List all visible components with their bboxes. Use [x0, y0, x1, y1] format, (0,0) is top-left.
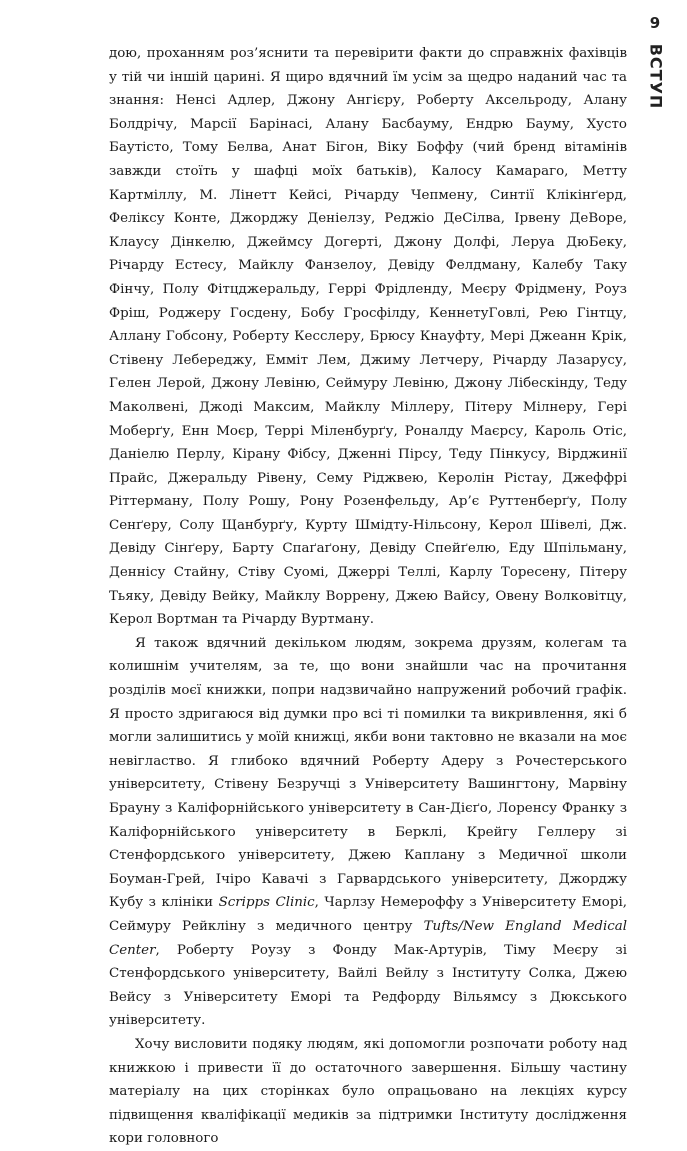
paragraph-acknowledgements-support	[109, 1033, 627, 1151]
italic-text-segment: Tufts/New England Medical Center	[109, 918, 627, 958]
text-segment: дою, проханням роз’яснити та перевірити факти до справжніх фахівців у тій чи іншій царині. Я щиро вдячний їм усім за щедро наданий час та знання: Ненсі Адлер, Джону Ангієру, Роберту Аксельроду, Алану Болдрічу, Марсії Барінасі, Алану Басбауму, Ендрю Бауму, Хусто Баутісто, Тому Белва, Анат Бігон, Віку Боффу (чий бренд вітамінів завжди стоїть у шафці моїх батьків), Калосу Камараго, Метту Картміллу, М. Лінетт Кейсі, Річарду Чепмену, Синтії Клікінґерд, Феліксу Конте, Джорджу Деніелзу, Реджіо ДеСілва, Ірвену ДеВоре, Клаусу Дінкелю, Джеймсу Догерті, Джону Долфі, Леруа ДюБеку, Річарду Естесу, Майклу Фанзелоу, Девіду Фелдману, Калебу Таку Фінчу, Полу Фітцджеральду, Геррі Фрідленду, Меєру Фрідмену, Роуз Фріш, Роджеру Госдену, Бобу Гросфілду, КеннетуГовлі, Рею Гінтцу, Аллану Гобсону, Роберту Кесслеру, Брюсу Кнауфту, Мері Джеанн Крік, Стівену Лебереджу, Емміт Лем, Джиму Летчеру, Річарду Лазарусу, Гелен Лерой, Джону Левіню, Сеймуру Левіню, Джону Лібескінду, Теду Маколвені, Джоді Максим, Майклу Міллеру, Пітеру Мілнеру, Гері Моберґу, Енн Моєр, Террі Міленбурґу, Роналду Маєрсу, Кароль Отіс, Даніелю Перлу, Кірану Фібсу, Дженні Пірсу, Теду Пінкусу, Вірджинії Прайс, Джеральду Рівену, Сему Ріджвею, Керолін Рістау, Джеффрі Ріттерману, Полу Рошу, Рону Розенфельду, Ар’є Руттенберґу, Полу Сенґеру, Солу Щанбурґу, Курту Шмідту-Нільсону, Керол Шівелі, Дж. Девіду Сінґеру, Барту Спаґаґону, Девіду Спейґелю, Еду Шпільману, Деннісу Стайну, Стіву Суомі, Джеррі Теллі, Карлу Торесену, Пітеру Тьяку, Девіду Вейку, Майклу Воррену, Джею Вайсу, Овену Волковітцу, Керол Вортман та Річарду Вуртману.	[109, 46, 627, 628]
italic-text-segment: Scripps Clinic	[218, 895, 315, 911]
page-number: 9	[649, 14, 661, 32]
section-label-text: ВСТУП	[646, 43, 666, 109]
text-segment: Я також вдячний декільком людям, зокрема друзям, колегам та колишнім учителям, за те, що вони знайшли час на прочитання розділів моєї книжки, попри надзвичайно напружений робочий графік. Я просто здригаюся від думки про всі ті помилки та викривлення, які б могли залишитись у моїй книжці, якби вони тактовно не вказали на моє невігластво. Я глибоко вдячний Роберту Адеру з Рочестерського університету, Стівену Безручці з Університету Вашингтону, Марвіну Брауну з Каліфорнійського університету в Сан-Дієґо, Лоренсу Франку з Каліфорнійського університету в Берклі, Крейгу Геллеру зі Стенфордського університету, Джею Каплану з Медичної школи Боуман-Грей, Ічіро Кавачі з Гарвардського університету, Джорджу Кубу з клініки	[109, 635, 627, 911]
section-label	[645, 43, 667, 109]
text-segment: , Роберту Роузу з Фонду Мак-Артурів, Тіму Меєру зі Стенфордського університету, Вайлі Вейлу з Інституту Солка, Джею Вейсу з Університету Еморі та Редфорду Вільямсу з Дюкського університету.	[109, 942, 627, 1029]
paragraph-acknowledgements-experts	[109, 42, 627, 632]
body-text	[109, 42, 627, 1151]
text-segment: , Чарлзу Немероффу з Університету Еморі, Сеймуру Рейкліну з медичного центру	[109, 895, 627, 934]
paragraph-acknowledgements-reviewers	[109, 632, 627, 1033]
text-segment: Хочу висловити подяку людям, які допомогли розпочати роботу над книжкою і привести її до остаточного завершення. Більшу частину матеріалу на цих сторінках було опрацьовано на лекціях курсу підвищення кваліфікації медиків за підтримки Інституту дослідження кори головного	[109, 1036, 627, 1147]
